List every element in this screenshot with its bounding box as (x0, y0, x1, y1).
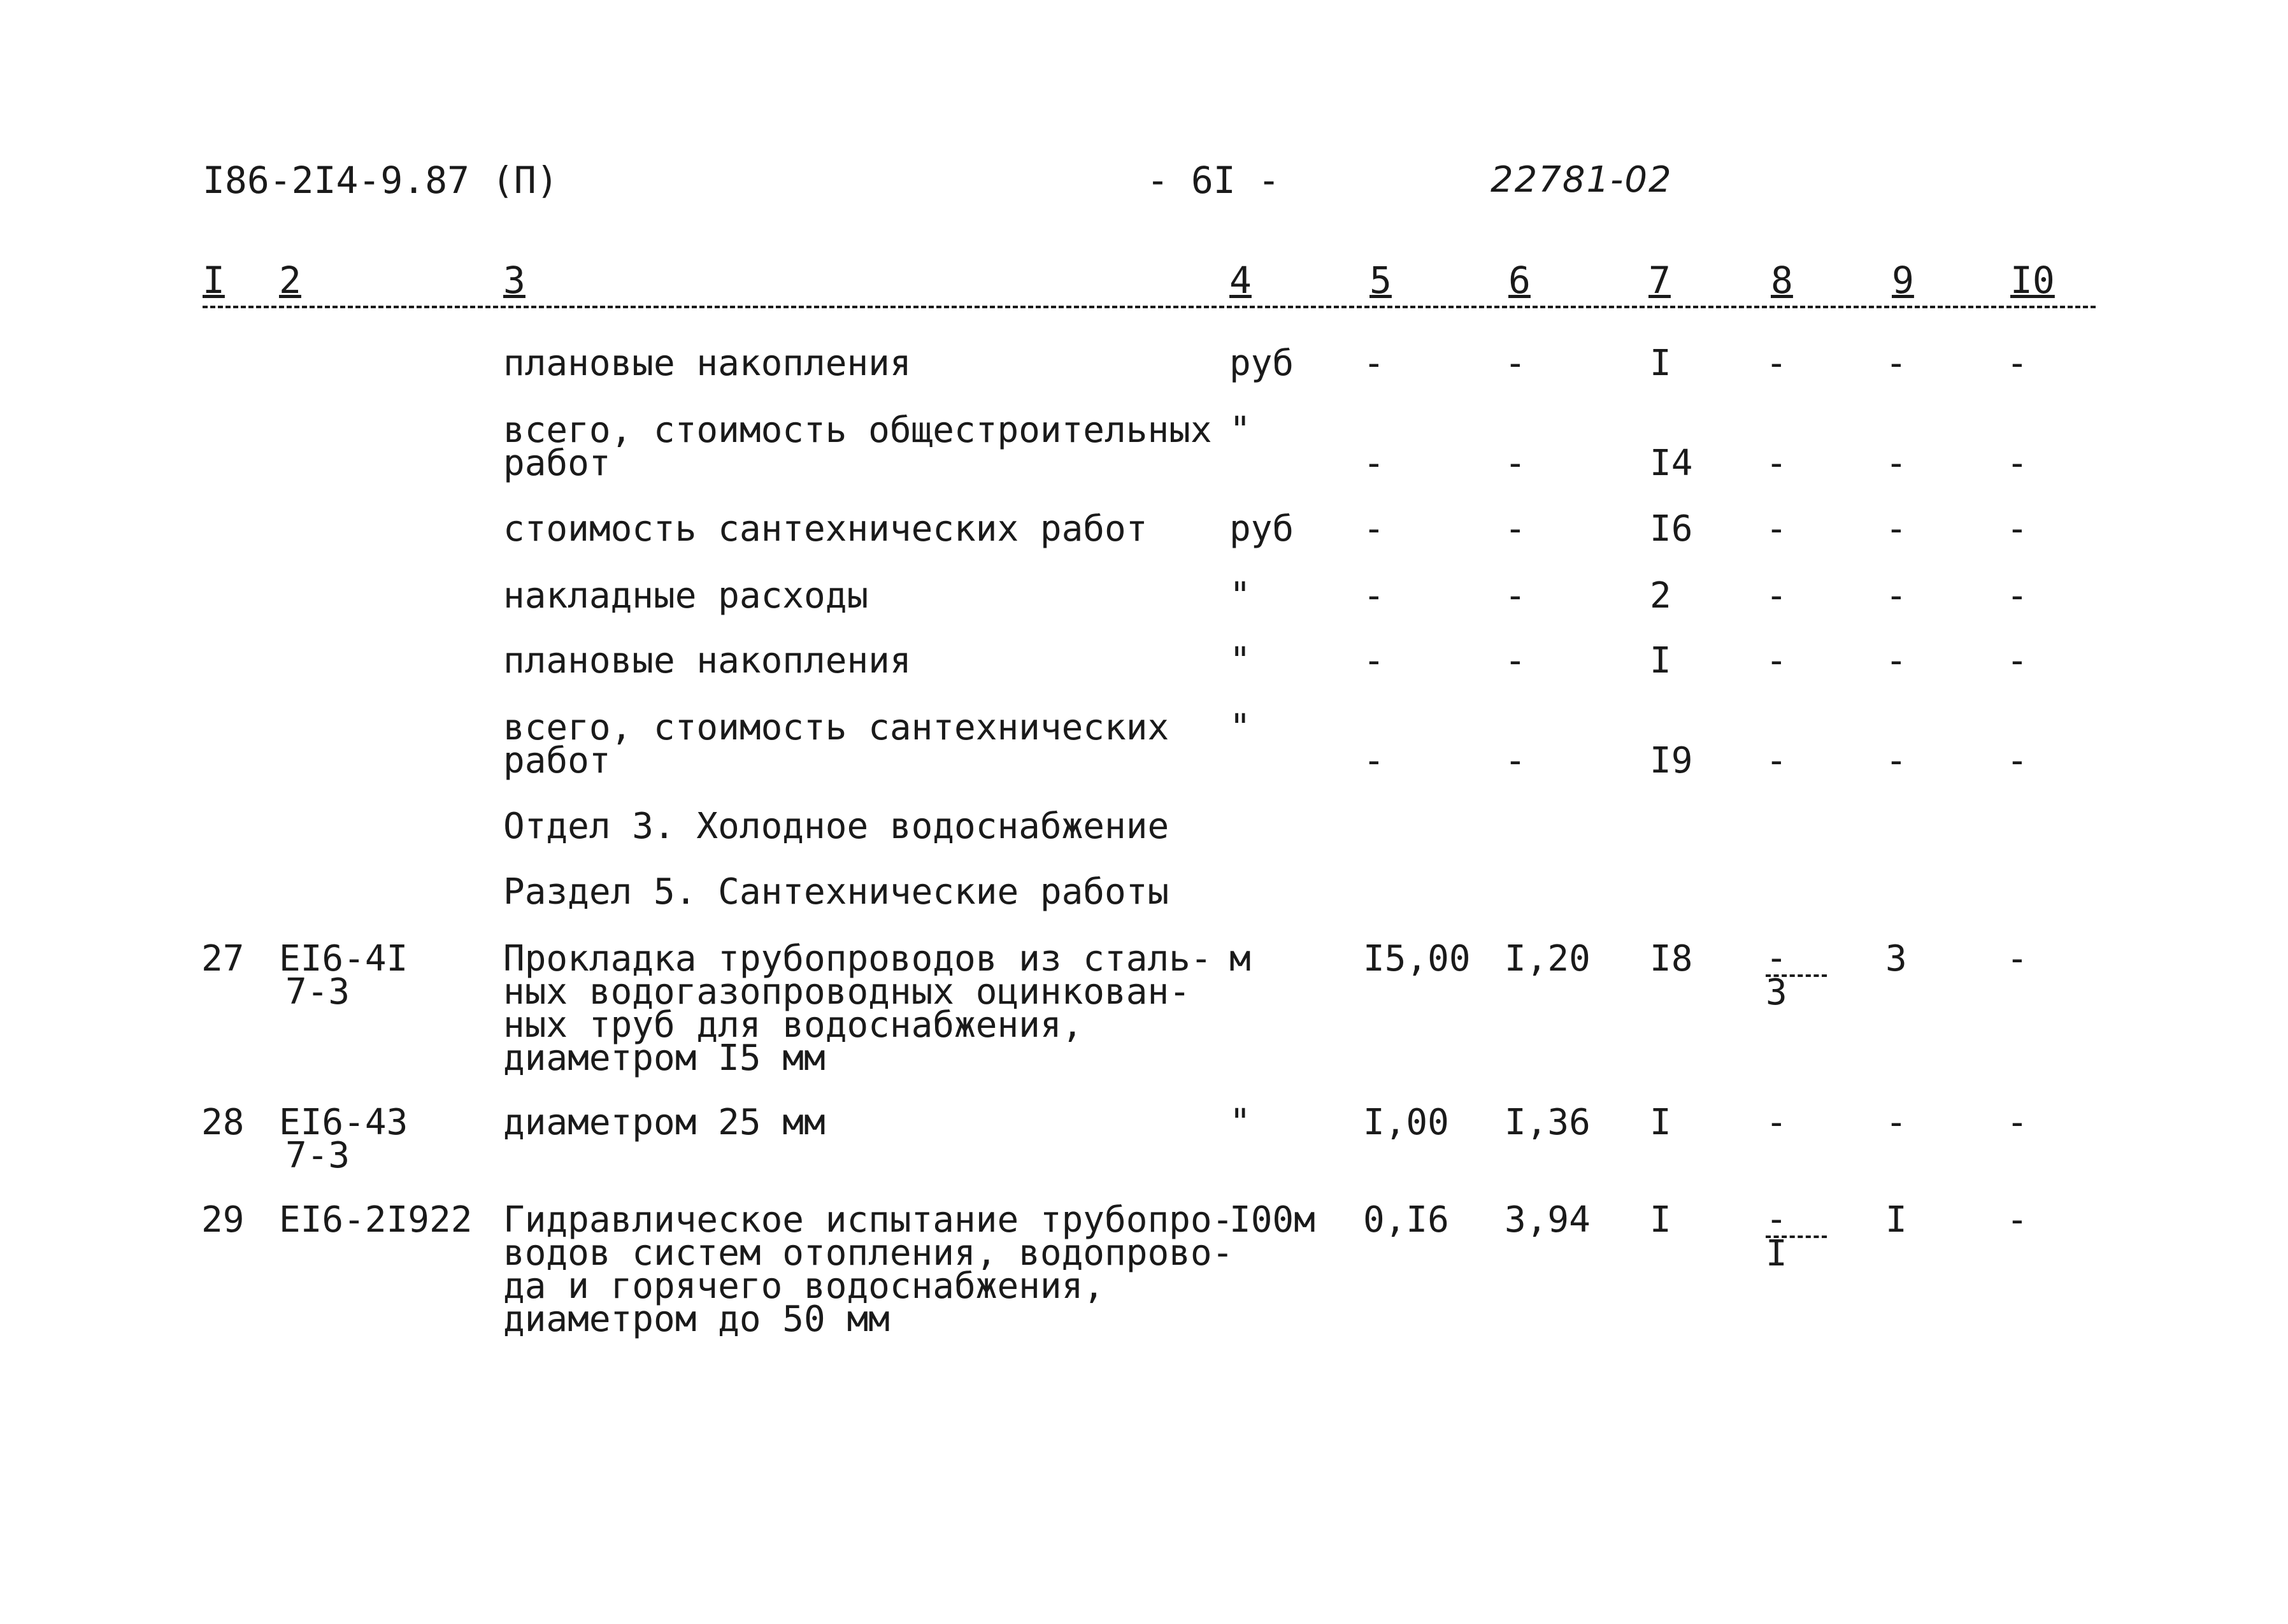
row-col9: - (1885, 343, 1907, 384)
row-code: EI6-2I922 (279, 1199, 473, 1241)
row-col7: I (1650, 640, 1671, 681)
row-col9: - (1885, 575, 1907, 616)
row-number: 29 (201, 1199, 245, 1241)
column-number-10: I0 (2010, 259, 2055, 302)
row-col9: - (1885, 443, 1907, 484)
row-unit: " (1229, 410, 1251, 451)
row-col5: - (1363, 343, 1385, 384)
row-col7: 2 (1650, 575, 1671, 616)
row-col8: - (1766, 575, 1787, 616)
row-col9: 3 (1885, 938, 1907, 979)
column-number-3: 3 (503, 259, 526, 302)
row-name: стоимость сантехнических работ (503, 508, 1148, 550)
column-number-6: 6 (1508, 259, 1531, 302)
row-col5: - (1363, 740, 1385, 781)
row-col7: I6 (1650, 508, 1693, 550)
row-col9: - (1885, 1102, 1907, 1143)
row-col10: - (2006, 938, 2028, 979)
column-number-header (203, 255, 2096, 308)
row-col9: I (1885, 1199, 1907, 1241)
row-unit: " (1229, 1102, 1251, 1143)
row-unit: м (1229, 938, 1251, 979)
column-number-7: 7 (1648, 259, 1671, 302)
row-col6: - (1505, 508, 1526, 550)
row-name: всего, стоимость общестроительных работ (503, 410, 1212, 484)
row-col6: - (1505, 443, 1526, 484)
row-col6: 3,94 (1505, 1199, 1591, 1241)
row-unit: руб (1229, 343, 1294, 384)
row-col8-fraction: $\frac{-}{I}$ (1766, 1204, 1827, 1271)
row-unit: руб (1229, 508, 1294, 550)
row-col9: - (1885, 640, 1907, 681)
row-unit: " (1229, 640, 1251, 681)
row-name: Гидравлическое испытание трубопро- водов систем отопления, водопрово- да и горячего водоснабжения, диаметром до 50 мм (503, 1199, 1234, 1340)
row-code: EI6-4I 7-3 (279, 938, 408, 1013)
row-col10: - (2006, 575, 2028, 616)
row-col10: - (2006, 343, 2028, 384)
row-col10: - (2006, 1199, 2028, 1241)
row-col9: - (1885, 508, 1907, 550)
row-col7: I8 (1650, 938, 1693, 979)
row-col8: - (1766, 343, 1787, 384)
row-unit: " (1229, 707, 1251, 748)
row-name: плановые накопления (503, 640, 912, 681)
row-col7: I (1650, 343, 1671, 384)
row-col8-fraction: $\frac{-}{3}$ (1766, 943, 1827, 1009)
row-number: 28 (201, 1102, 245, 1143)
row-col7: I4 (1650, 443, 1693, 484)
row-col8: - (1766, 1102, 1787, 1143)
row-col7: I (1650, 1102, 1671, 1143)
row-name: диаметром 25 мм (503, 1102, 826, 1143)
row-col6: - (1505, 575, 1526, 616)
row-col10: - (2006, 640, 2028, 681)
row-col10: - (2006, 1102, 2028, 1143)
row-code: EI6-43 7-3 (279, 1102, 408, 1176)
row-unit: " (1229, 575, 1251, 616)
row-col7: I (1650, 1199, 1671, 1241)
row-col9: - (1885, 740, 1907, 781)
row-col5: - (1363, 640, 1385, 681)
row-col8: - (1766, 508, 1787, 550)
row-col6: I,36 (1505, 1102, 1591, 1143)
row-col7: I9 (1650, 740, 1693, 781)
row-name: накладные расходы (503, 575, 869, 616)
row-col5: I5,00 (1363, 938, 1471, 979)
row-name: Прокладка трубопроводов из сталь- ных водогазопроводных оцинкован- ных труб для водоснабжения, диаметром I5 мм (503, 938, 1212, 1079)
row-col5: - (1363, 443, 1385, 484)
row-col10: - (2006, 443, 2028, 484)
row-col10: - (2006, 508, 2028, 550)
row-col5: I,00 (1363, 1102, 1449, 1143)
row-col10: - (2006, 740, 2028, 781)
row-col5: 0,I6 (1363, 1199, 1449, 1241)
row-unit: I00м (1229, 1199, 1315, 1241)
row-number: 27 (201, 938, 245, 979)
row-col8: - (1766, 640, 1787, 681)
row-col5: - (1363, 508, 1385, 550)
document-code: I86-2I4-9.87 (П) (203, 159, 559, 202)
row-name: плановые накопления (503, 343, 912, 384)
row-name: Раздел 5. Сантехнические работы (503, 871, 1169, 913)
row-col5: - (1363, 575, 1385, 616)
page-number: - 6I - (1147, 159, 1280, 202)
column-number-8: 8 (1771, 259, 1793, 302)
column-number-1: I (203, 259, 225, 302)
column-number-2: 2 (279, 259, 301, 302)
row-col6: - (1505, 343, 1526, 384)
column-number-9: 9 (1892, 259, 1914, 302)
row-col6: - (1505, 740, 1526, 781)
row-col6: I,20 (1505, 938, 1591, 979)
row-col8: - (1766, 443, 1787, 484)
handwritten-stamp-number: 22781-02 (1491, 159, 1673, 201)
row-col6: - (1505, 640, 1526, 681)
row-col8: - (1766, 740, 1787, 781)
column-number-5: 5 (1369, 259, 1392, 302)
row-name: Отдел 3. Холодное водоснабжение (503, 806, 1169, 847)
column-number-4: 4 (1229, 259, 1252, 302)
row-name: всего, стоимость сантехнических работ (503, 707, 1169, 781)
